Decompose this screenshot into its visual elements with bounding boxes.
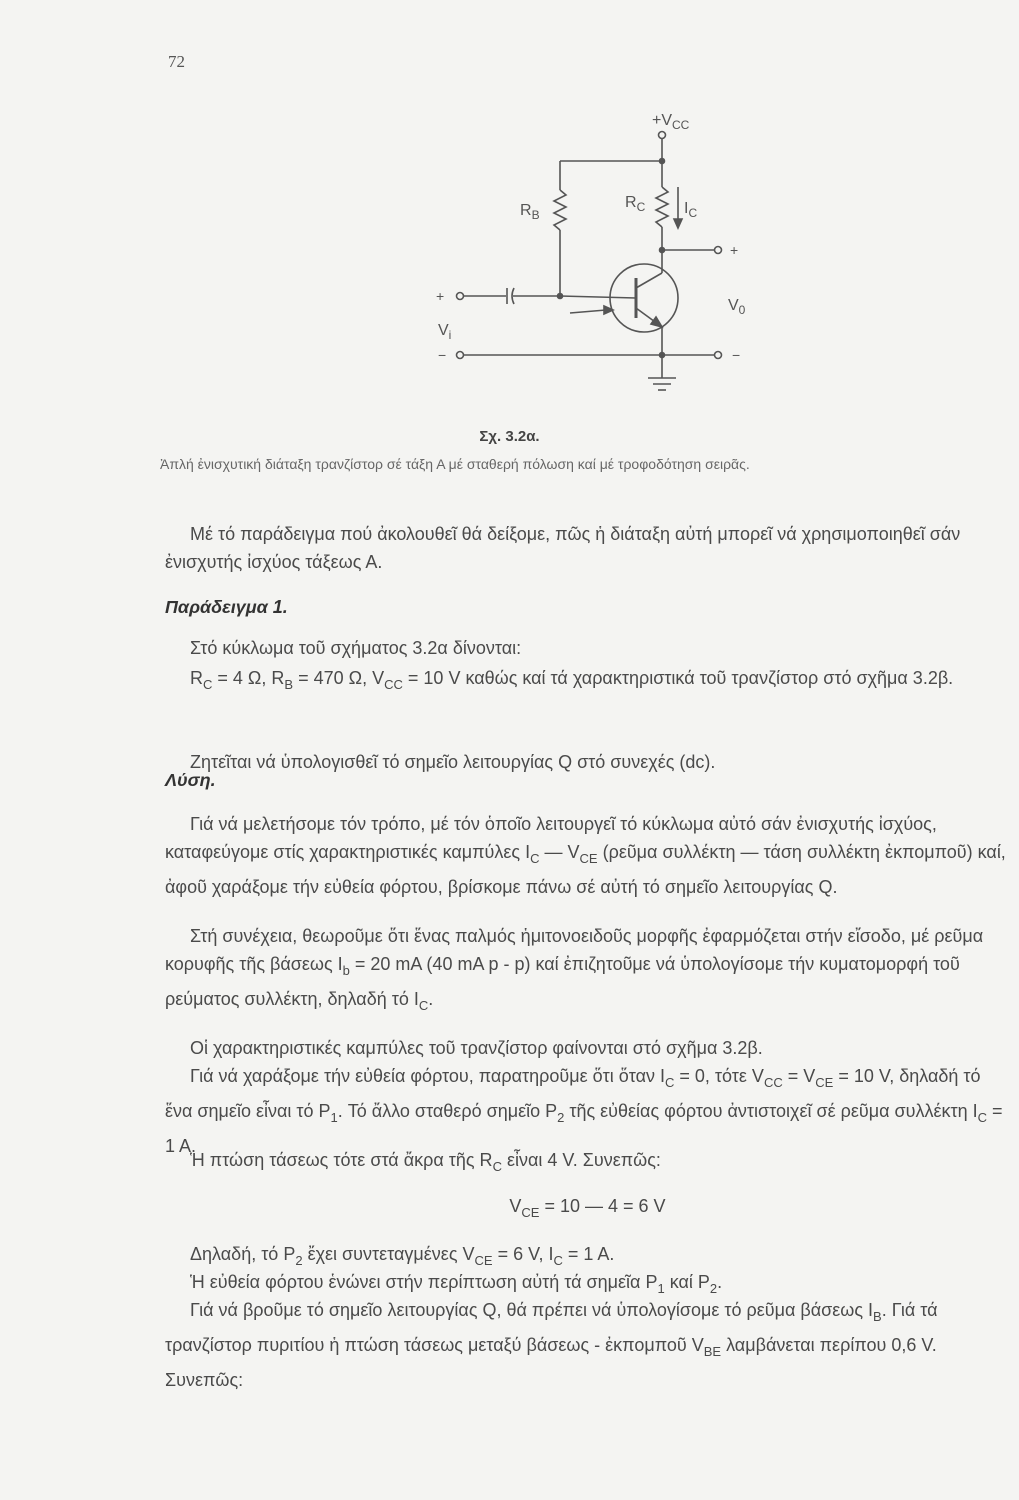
solution-paragraph-4: Γιά νά χαράξομε τήν εὐθεία φόρτου, παρατηροῦμε ὅτι ὅταν $I_C = 0$, τότε $V_{CC} = V_{CE} = 10$ V, δηλαδή τό ἕνα σημεῖο εἶναι τό $P_1$. Τό ἄλλο σταθερό σημεῖο $P_2$ τῆς εὐθείας φόρτου ἀντιστοιχεῖ σέ ρεῦμα συλλέκτη $I_C = 1$ A.: [165, 1066, 1003, 1156]
vi-label: $V_i$: [438, 322, 452, 342]
example-question-line: Ζητεῖται νά ὑπολογισθεῖ τό σημεῖο λειτουργίας Q στό συνεχές (dc).: [190, 752, 716, 772]
page-number: 72: [168, 52, 185, 71]
example-given-line: Στό κύκλωμα τοῦ σχήματος 3.2α δίνονται:: [190, 638, 522, 658]
input-minus-sign: −: [438, 347, 447, 363]
vcc-label: $+V_{CC}$: [652, 112, 690, 132]
solution-paragraph-1: Γιά νά μελετήσομε τόν τρόπο, μέ τόν ὁποῖο λειτουργεῖ τό κύκλωμα αὐτό σάν ἐνισχυτής ἰσχύος, καταφεύγομε στίς χαρακτηριστικές καμπύλες $I_C$ — $V_{CE}$ (ρεῦμα συλλέκτη — τάση συλλέκτη ἐκπομποῦ) καί, ἀφοῦ χαράξομε τήν εὐθεία φόρτου, βρίσκομε πάνω σέ αὐτή τό σημεῖο λειτουργίας Q.: [165, 814, 1006, 897]
solution-heading: Λύση.: [165, 770, 216, 790]
input-minus-terminal: [457, 352, 464, 359]
solution-paragraph-5: Ἡ πτώση τάσεως τότε στά ἄκρα τῆς $R_C$ εἶναι 4 V. Συνεπῶς:: [190, 1150, 661, 1174]
intro-paragraph: Μέ τό παράδειγμα πού ἀκολουθεῖ θά δείξομε, πῶς ἡ διάταξη αὐτή μπορεῖ νά χρησιμοποιηθεῖ σάν ἐνισχυτής ἰσχύος τάξεως Α.: [165, 524, 961, 572]
figure-caption-text: Ἀπλή ἐνισχυτική διάταξη τρανζίστορ σέ τάξη Α μέ σταθερή πόλωση καί μέ τροφοδότηση σειρᾶς.: [160, 456, 750, 472]
solution-paragraph-2: Στή συνέχεια, θεωροῦμε ὅτι ἕνας παλμός ἡμιτονοειδοῦς μορφῆς ἐφαρμόζεται στήν εἴσοδο, μέ ρεῦμα κορυφῆς τῆς βάσεως $I_b = 20$ mA (40 mA p - p) καί ἐπιζητοῦμε νά ὑπολογίσομε τήν κυματομορφή τοῦ ρεύματος συλλέκτη, δηλαδή τό $I_C$.: [165, 926, 984, 1013]
vo-label: $V_0$: [728, 297, 746, 317]
circuit-diagram: [380, 95, 780, 415]
vcc-terminal: [659, 132, 666, 139]
output-minus-terminal: [715, 352, 722, 359]
solution-paragraph-7: Ἡ εὐθεία φόρτου ἑνώνει στήν περίπτωση αὐτή τά σημεῖα $P_1$ καί $P_2$.: [190, 1272, 723, 1296]
solution-paragraph-3: Οἱ χαρακτηριστικές καμπύλες τοῦ τρανζίστορ φαίνονται στό σχῆμα 3.2β.: [190, 1038, 763, 1058]
figure-caption-title: Σχ. 3.2α.: [479, 428, 540, 445]
output-plus-sign: +: [730, 242, 739, 258]
input-plus-sign: +: [436, 288, 445, 304]
equation-vce: $V_{CE} = 10$ — 4 = 6 V: [509, 1196, 666, 1220]
output-minus-sign: −: [732, 347, 741, 363]
example-heading: Παράδειγμα 1.: [165, 597, 288, 617]
rc-resistor: [656, 187, 668, 227]
solution-paragraph-8: Γιά νά βροῦμε τό σημεῖο λειτουργίας Q, θά πρέπει νά ὑπολογίσομε τό ρεῦμα βάσεως $I_B$. Γιά τά τρανζίστορ πυριτίου ἡ πτώση τάσεως μεταξύ βάσεως - ἐκπομποῦ $V_{BE}$ λαμβάνεται περίπου 0,6 V. Συνεπῶς:: [165, 1300, 938, 1390]
solution-paragraph-6: Δηλαδή, τό $P_2$ ἔχει συντεταγμένες $V_{CE} = 6$ V, $I_C = 1$ A.: [190, 1244, 615, 1268]
output-plus-terminal: [715, 247, 722, 254]
rb-label: $R_B$: [520, 202, 540, 222]
rb-resistor: [554, 190, 566, 230]
input-plus-terminal: [457, 293, 464, 300]
example-values-paragraph: $R_C = 4$ Ω, $R_B = 470$ Ω, $V_{CC} = 10$ V καθώς καί τά χαρακτηριστικά τοῦ τρανζίστορ στό σχῆμα 3.2β.: [190, 668, 954, 692]
rc-label: $R_C$: [625, 194, 646, 214]
ic-label: $I_C$: [684, 200, 698, 220]
